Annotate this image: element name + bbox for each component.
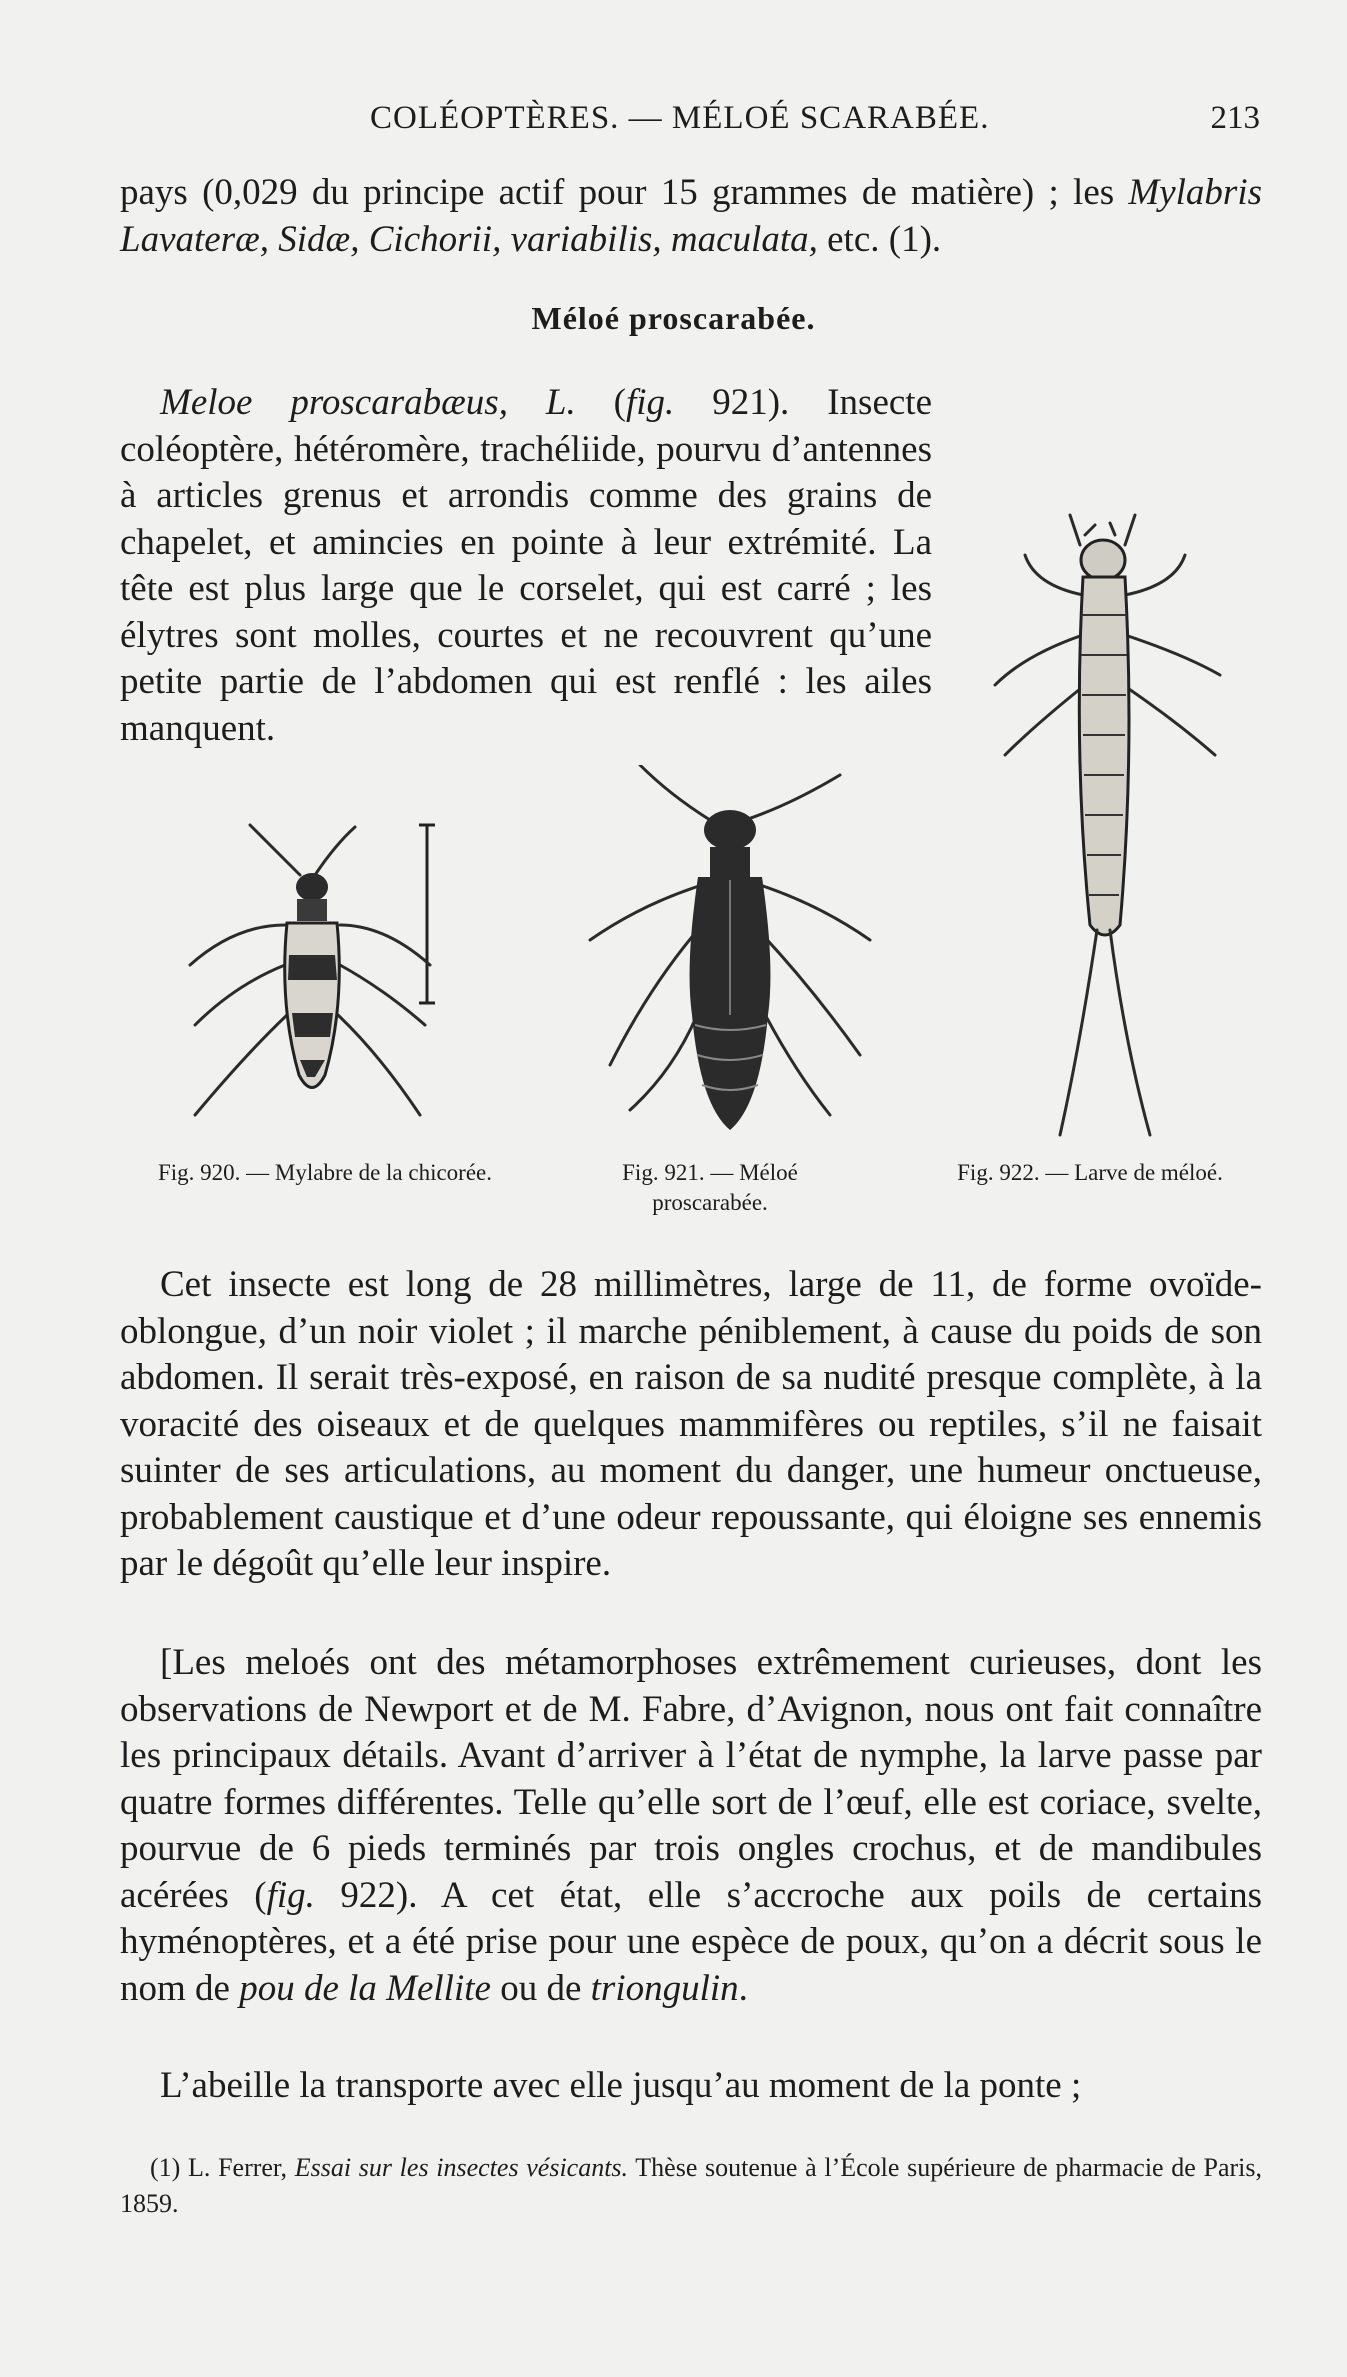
page-number: 213 [1210,100,1260,136]
meloe-beetle-icon [570,765,890,1135]
paragraph-body-3: L’abeille la transporte avec elle jusqu’au moment de la ponte ; [160,2065,1082,2106]
paragraph-body-2: [Les meloés ont des métamorphoses extrêmement curieuses, dont les observations de Newport et de M. Fabre, d’Avignon, nous ont fait connaître les principaux détails. Avant d’arriver à l’état de nymphe, la larve passe par quatre formes différentes. Telle qu’elle sort de l’œuf, elle est coriace, svelte, pourvue de 6 pieds terminés par trois ongles crochus, et de mandibules acérées (fig. 922). A cet état, elle s’accroche aux poils de certains hyménoptères, et a été prise pour une espèce de poux, qu’on a décrit sous le nom de pou de la Mellite ou de triongulin. [120,1642,1262,2009]
mylabris-beetle-icon [175,815,445,1135]
meloe-larva-icon [975,505,1275,1145]
figure-921-caption: Fig. 921. — Méloé proscarabée. [622,1160,798,1215]
figure-922-caption: Fig. 922. — Larve de méloé. [957,1160,1223,1185]
footnote: (1) L. Ferrer, Essai sur les insectes vésicants. Thèse soutenue à l’École supérieure de pharmacie de Paris, 1859. [120,2153,1263,2218]
description-paragraph-wide: Meloe proscarabæus, L. (fig. 921). Insecte coléoptère, hétéromère, trachéliide, pourvu d’antennes à articles grenus et arrondis comme des grains de chapelet, et amincies en pointe à leur extrémité. La tête est plus large que le corselet, qui est carré ; les élytres sont molles, courtes et ne recouvrent qu’une petite partie de l’abdomen qui est renflé : les ailes manquent. [120,380,1262,801]
intro-paragraph: pays (0,029 du principe actif pour 15 grammes de matière) ; les Mylabris Lavateræ, Sidæ, Cichorii, variabilis, maculata, etc. (1). [120,172,1262,260]
page-header [120,100,1260,150]
figure-920-caption: Fig. 920. — Mylabre de la chicorée. [157,1160,493,1185]
section-title: Méloé proscarabée. [531,300,816,336]
paragraph-body-1: Cet insecte est long de 28 millimètres, large de 11, de forme ovoïde-oblongue, d’un noir violet ; il marche péniblement, à cause du poids de son abdomen. Il serait très-exposé, en raison de sa nudité presque complète, à la voracité des oiseaux et de quelques mammifères ou reptiles, s’il ne faisait suinter de ses articulations, au moment du danger, une humeur onctueuse, probablement caustique et d’une odeur repoussante, qui éloigne ses ennemis par le dégoût qu’elle leur inspire. [120,1264,1262,1584]
running-title: COLÉOPTÈRES. — MÉLOÉ SCARABÉE. [370,100,990,136]
